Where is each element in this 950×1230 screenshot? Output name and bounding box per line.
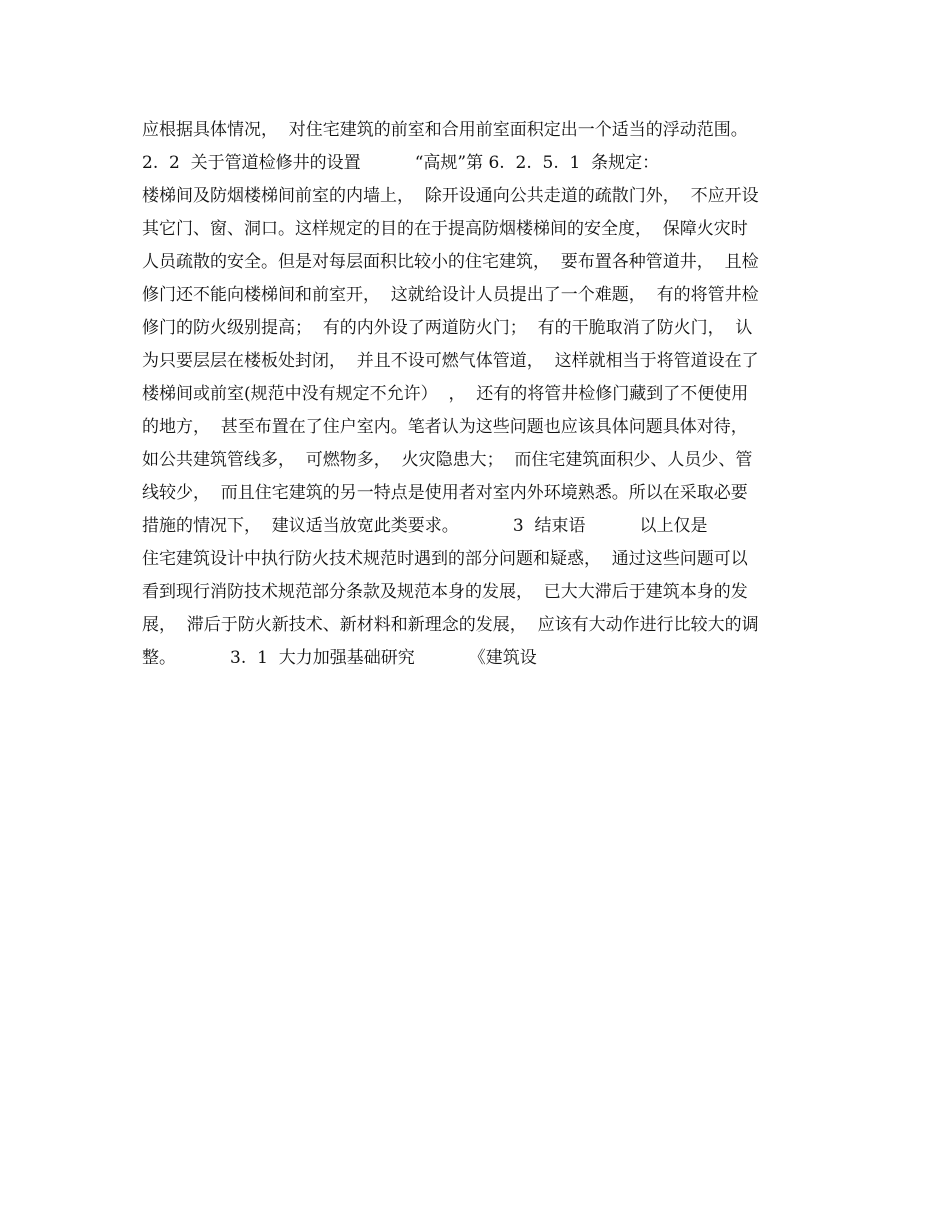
text-line-7: 修门的防火级别提高； 有的内外设了两道防火门； 有的干脆取消了防火门， 认 — [142, 318, 753, 338]
text-line-13: 措施的情况下， 建议适当放宽此类要求。 3 结束语 以上仅是 — [142, 516, 708, 536]
text-line-15: 看到现行消防技术规范部分条款及规范本身的发展， 已大大滞后于建筑本身的发 — [142, 582, 748, 602]
text-line-14: 住宅建筑设计中执行防火技术规范时遇到的部分问题和疑惑， 通过这些问题可以 — [142, 549, 748, 569]
text-line-1: 应根据具体情况， 对住宅建筑的前室和合用前室面积定出一个适当的浮动范围。 — [142, 120, 748, 140]
text-line-9: 楼梯间或前室(规范中没有规定不允许） ， 还有的将管井检修门藏到了不便使用 — [142, 384, 749, 404]
text-line-11: 如公共建筑管线多， 可燃物多， 火灾隐患大； 而住宅建筑面积少、人员少、管 — [142, 450, 753, 470]
text-line-4: 其它门、窗、洞口。这样规定的目的在于提高防烟楼梯间的安全度， 保障火灾时 — [142, 219, 748, 239]
text-line-2: 2. 2 关于管道检修井的设置 “高规”第 6. 2. 5. 1 条规定： — [142, 153, 660, 173]
text-line-17: 整。 3. 1 大力加强基础研究 《建筑设 — [142, 648, 537, 668]
text-line-8: 为只要层层在楼板处封闭， 并且不设可燃气体管道， 这样就相当于将管道设在了 — [142, 351, 759, 371]
body-text — [142, 114, 822, 675]
text-line-10: 的地方， 甚至布置在了住户室内。笔者认为这些问题也应该具体问题具体对待， — [142, 417, 748, 437]
text-line-3: 楼梯间及防烟楼梯间前室的内墙上， 除开设通向公共走道的疏散门外， 不应开设 — [142, 186, 759, 206]
text-line-12: 线较少， 而且住宅建筑的另一特点是使用者对室内外环境熟悉。所以在采取必要 — [142, 483, 748, 503]
text-line-5: 人员疏散的安全。但是对每层面积比较小的住宅建筑， 要布置各种管道井， 且检 — [142, 252, 759, 272]
text-line-6: 修门还不能向楼梯间和前室开， 这就给设计人员提出了一个难题， 有的将管井检 — [142, 285, 759, 305]
text-line-16: 展， 滞后于防火新技术、新材料和新理念的发展， 应该有大动作进行比较大的调 — [142, 615, 759, 635]
